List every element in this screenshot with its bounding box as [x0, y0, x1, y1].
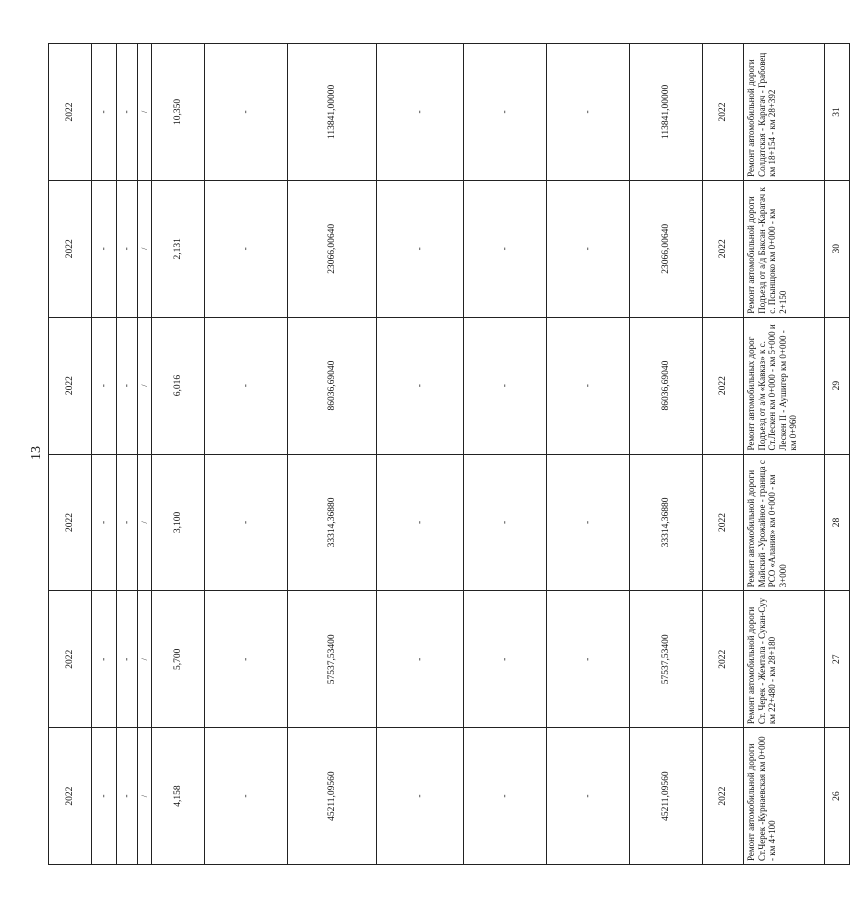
cell-c1: - — [547, 454, 630, 591]
cell-end-year: 2022 — [49, 44, 92, 181]
cell-c1: - — [547, 728, 630, 865]
cell-c2: - — [464, 728, 547, 865]
cell-total: 33314,36880 — [630, 454, 703, 591]
cell-c2: - — [464, 454, 547, 591]
cell-c1: - — [547, 317, 630, 454]
table-column-no — [825, 44, 850, 865]
table-column-total — [630, 44, 703, 865]
cell-c3: - — [377, 317, 464, 454]
cell-c1: - — [547, 44, 630, 181]
cell-c8: - — [117, 317, 138, 454]
table-column-c9 — [92, 44, 117, 865]
cell-no: 26 — [825, 728, 850, 865]
cell-c4: 57537,53400 — [288, 591, 377, 728]
cell-c1: - — [547, 591, 630, 728]
cell-no: 27 — [825, 591, 850, 728]
cell-total: 113841,00000 — [630, 44, 703, 181]
page-number: 13 — [29, 446, 44, 460]
cell-no: 29 — [825, 317, 850, 454]
cell-c9: - — [92, 454, 117, 591]
cell-c3: - — [377, 454, 464, 591]
cell-c4: 86036,69040 — [288, 317, 377, 454]
cell-name: Ремонт автомобильной дороги Ст. Черек - Жемтала - Сукан-Суу км 22+480 - км 28+180 — [744, 591, 825, 728]
cell-c5: - — [205, 728, 288, 865]
cell-c7: / — [138, 728, 152, 865]
table-column-c4 — [288, 44, 377, 865]
cell-name: Ремонт автомобильной дороги Солдатская - Карагач - Грабовец км 18+154 - км 28+392 — [744, 44, 825, 181]
cell-name: Ремонт автомобильной дороги Майский -Урожайное - граница с РСО «Алания» км 0+000 - км 3+000 — [744, 454, 825, 591]
cell-length: 3,100 — [152, 454, 205, 591]
cell-c3: - — [377, 44, 464, 181]
cell-c9: - — [92, 317, 117, 454]
table-column-name — [744, 44, 825, 865]
cell-c2: - — [464, 317, 547, 454]
cell-c7: / — [138, 317, 152, 454]
cell-name: Ремонт автомобильной дороги Ст.Черек -Курнаевская км 0+000 - км 4+100 — [744, 728, 825, 865]
cell-total: 23066,00640 — [630, 180, 703, 317]
cell-end-year: 2022 — [49, 454, 92, 591]
roads-table — [48, 43, 850, 865]
table-column-c3 — [377, 44, 464, 865]
cell-name: Ремонт автомобильной дороги Подъезд от а/д Баксан -Карагач к с. Псынщоко км 0+000 - км 2+150 — [744, 180, 825, 317]
cell-length: 10,350 — [152, 44, 205, 181]
table-column-c7 — [138, 44, 152, 865]
cell-end-year: 2022 — [49, 180, 92, 317]
cell-c4: 45211,09560 — [288, 728, 377, 865]
table-column-end-year — [49, 44, 92, 865]
cell-c7: / — [138, 180, 152, 317]
cell-c8: - — [117, 180, 138, 317]
cell-c5: - — [205, 317, 288, 454]
cell-c2: - — [464, 591, 547, 728]
table-container — [48, 43, 842, 865]
cell-c8: - — [117, 44, 138, 181]
cell-year: 2022 — [703, 317, 744, 454]
cell-c8: - — [117, 591, 138, 728]
cell-no: 31 — [825, 44, 850, 181]
cell-c7: / — [138, 454, 152, 591]
table-column-c1 — [547, 44, 630, 865]
cell-name: Ремонт автомобильных дорог Подъезд от а/м «Кавказ» к с. Ст.Лескен км 0+000 - км 5+000 и Лескен II - Аушигер км 0+000 - км 0+960 — [744, 317, 825, 454]
cell-c5: - — [205, 454, 288, 591]
cell-end-year: 2022 — [49, 317, 92, 454]
cell-no: 28 — [825, 454, 850, 591]
cell-year: 2022 — [703, 728, 744, 865]
cell-c4: 23066,00640 — [288, 180, 377, 317]
cell-c9: - — [92, 44, 117, 181]
table-column-c8 — [117, 44, 138, 865]
cell-year: 2022 — [703, 180, 744, 317]
cell-total: 45211,09560 — [630, 728, 703, 865]
cell-c5: - — [205, 180, 288, 317]
cell-c5: - — [205, 44, 288, 181]
cell-c4: 113841,00000 — [288, 44, 377, 181]
table-column-length — [152, 44, 205, 865]
cell-c9: - — [92, 180, 117, 317]
cell-end-year: 2022 — [49, 728, 92, 865]
cell-c9: - — [92, 728, 117, 865]
cell-end-year: 2022 — [49, 591, 92, 728]
cell-c3: - — [377, 591, 464, 728]
cell-c4: 33314,36880 — [288, 454, 377, 591]
rotated-table — [48, 43, 842, 865]
cell-length: 2,131 — [152, 180, 205, 317]
cell-total: 57537,53400 — [630, 591, 703, 728]
table-column-year — [703, 44, 744, 865]
cell-c3: - — [377, 180, 464, 317]
cell-length: 6,016 — [152, 317, 205, 454]
table-column-c5 — [205, 44, 288, 865]
cell-c8: - — [117, 454, 138, 591]
cell-c2: - — [464, 44, 547, 181]
cell-total: 86036,69040 — [630, 317, 703, 454]
cell-c7: / — [138, 44, 152, 181]
cell-c3: - — [377, 728, 464, 865]
cell-year: 2022 — [703, 591, 744, 728]
cell-c8: - — [117, 728, 138, 865]
cell-year: 2022 — [703, 44, 744, 181]
cell-c9: - — [92, 591, 117, 728]
cell-c5: - — [205, 591, 288, 728]
cell-length: 4,158 — [152, 728, 205, 865]
cell-c1: - — [547, 180, 630, 317]
cell-length: 5,700 — [152, 591, 205, 728]
cell-c2: - — [464, 180, 547, 317]
cell-year: 2022 — [703, 454, 744, 591]
table-column-c2 — [464, 44, 547, 865]
cell-no: 30 — [825, 180, 850, 317]
cell-c7: / — [138, 591, 152, 728]
